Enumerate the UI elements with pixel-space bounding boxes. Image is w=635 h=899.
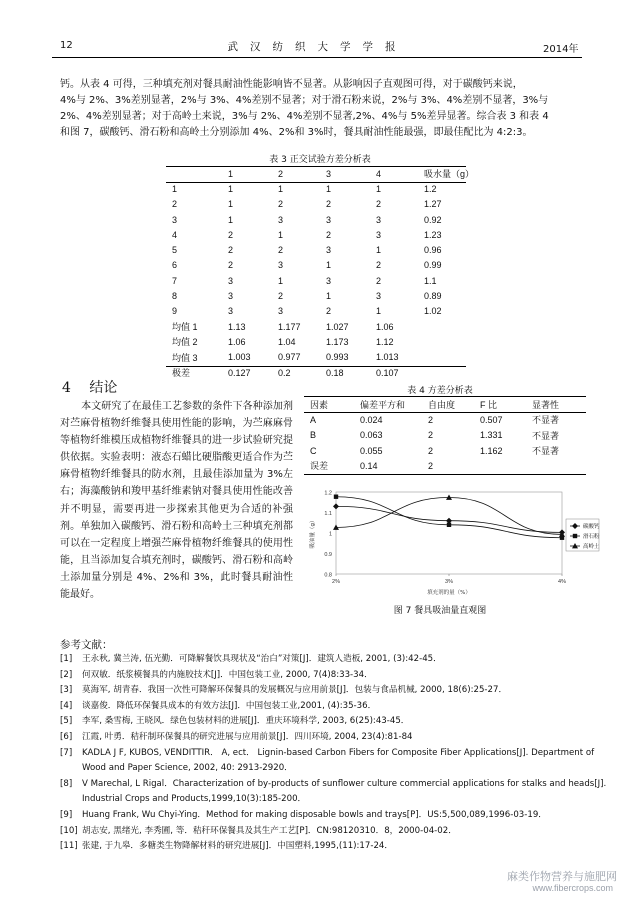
reference-number: [3]	[60, 685, 73, 696]
table-cell: 2	[228, 260, 234, 271]
reference-number: [8]	[60, 778, 73, 789]
table-row	[172, 212, 484, 227]
table3-header-cell: 2	[278, 168, 284, 179]
reference-number: [1]	[60, 654, 73, 664]
table-cell: 3	[326, 245, 332, 256]
table-cell: 2	[326, 229, 332, 240]
table-cell: 1.06	[228, 336, 246, 347]
reference-text: 莫海军, 胡青春．我国一次性可降解环保餐具的发展概况与应用前景[J]．包装与食品机械, 2000, 18(6):25-27．	[82, 685, 508, 696]
table-cell	[424, 334, 484, 349]
table4-header-cell: 自由度	[428, 400, 456, 411]
table4-bottom-rule	[304, 474, 586, 475]
table-cell: 3	[278, 214, 284, 225]
table-cell: 1	[228, 199, 234, 210]
reference-number: [6]	[60, 731, 73, 742]
table-cell: 1.12	[376, 336, 394, 347]
reference-number: [7]	[60, 747, 73, 758]
table-cell	[424, 365, 484, 380]
table-cell: 1.06	[376, 321, 394, 332]
figure7-caption: 图 7 餐具吸油量直观图	[393, 606, 487, 616]
table-cell: 1.013	[376, 352, 399, 363]
x-tick-label: 2%	[332, 579, 340, 585]
data-point	[334, 495, 338, 499]
watermark-text: 麻类作物营养与施肥网	[507, 870, 617, 883]
table-cell: 2	[326, 199, 332, 210]
table3-header-cell: 吸水量（g）	[424, 169, 475, 180]
x-axis-label: 填充剂的量（%）	[427, 590, 471, 596]
table-cell: 3	[376, 214, 382, 225]
table-cell: 3	[376, 291, 382, 302]
table-cell: 2	[278, 199, 284, 210]
table3-header-cell: 1	[228, 168, 234, 179]
reference-text: 张建, 于九皋．多糖类生物降解材料的研究进展[J]．中国塑料,1995,(11):17-24．	[82, 841, 393, 852]
reference-text: V Marechal, L Rigal．Characterization of by-products of sunflower culture commercial applications for stalks and heads[J].	[82, 778, 607, 789]
table-cell: 1	[326, 183, 332, 194]
table-cell: 1	[326, 260, 332, 271]
legend-label: 滑石粉	[583, 534, 600, 540]
table-cell: 5	[172, 245, 178, 256]
y-tick-label: 1	[328, 531, 332, 538]
table-cell: 0.024	[360, 414, 383, 425]
table-cell: 0.993	[326, 352, 349, 363]
table-cell: 1	[172, 183, 178, 194]
table-cell: 1.177	[278, 321, 301, 332]
y-tick-label: 0.8	[324, 572, 332, 579]
table-cell: 极差	[172, 368, 191, 378]
table-cell: 4	[172, 229, 178, 240]
table-cell: 3	[278, 306, 284, 317]
table-row	[172, 365, 484, 380]
table3	[172, 166, 484, 380]
reference-item	[60, 761, 590, 777]
reference-text: 胡志安, 黑绪光, 李秀圃, 等．秸秆环保餐具及其生产工艺[P]．CN:98120310．8，2000-04-02．	[82, 825, 457, 836]
table-row	[172, 304, 484, 319]
table-row	[172, 227, 484, 242]
table-row	[172, 197, 484, 212]
reference-item	[60, 652, 590, 668]
reference-item	[60, 746, 595, 762]
reference-text: 江霞, 叶勇．秸秆制环保餐具的研究进展与应用前景[J]．四川环境, 2004, 23(4):81-84	[82, 731, 413, 742]
table-cell: 1.27	[424, 199, 442, 210]
table-cell: 2	[428, 430, 434, 441]
reference-item	[60, 683, 590, 699]
journal-title: 武汉纺织大学学报	[227, 41, 408, 53]
table3-header-cell	[172, 166, 228, 181]
table4-header-rule	[304, 412, 586, 413]
data-point	[333, 503, 339, 509]
table3-header-rule	[166, 182, 466, 183]
table-cell: 1.331	[480, 430, 503, 441]
reference-number: [4]	[60, 700, 73, 711]
table-cell: 2	[228, 245, 234, 256]
table-cell: 1.1	[424, 275, 437, 286]
legend-label: 碳酸钙	[583, 524, 600, 530]
table4-caption: 表 4 方差分析表	[407, 386, 473, 396]
table-cell	[424, 350, 484, 365]
table-cell: 2	[228, 229, 234, 240]
table-cell: 1	[376, 245, 382, 256]
table-cell: 2	[428, 414, 434, 425]
table3-grid	[172, 166, 484, 380]
references-title: 参考文献：	[60, 639, 113, 651]
page-number: 12	[60, 40, 73, 51]
reference-number: [5]	[60, 716, 73, 727]
table-row	[310, 412, 584, 427]
table-cell: 1.162	[480, 445, 503, 456]
table-cell: 2	[428, 460, 434, 471]
reference-text: 王永秋, 冀兰涛, 伍光勤．可降解餐饮具现状及“治白”对策[J]．建筑人造板, 2001, (3):42-45．	[82, 654, 442, 664]
y-tick-label: 1.2	[324, 490, 332, 497]
table-cell: 2	[172, 199, 178, 210]
table-row	[310, 428, 584, 443]
table-row	[172, 319, 484, 334]
reference-text: 何双敏．纸浆模餐具的内施胶技术[J]．中国包装工业, 2000, 7(4)8:33-34．	[82, 669, 373, 680]
table-cell: 3	[172, 214, 178, 225]
section-title: 结论	[89, 380, 118, 396]
table-cell: 不显著	[532, 430, 560, 441]
table-cell: 1.027	[326, 321, 349, 332]
reference-number: [10]	[60, 825, 78, 836]
table3-caption: 表 3 正交试验方差分析表	[269, 155, 371, 165]
reference-text: KADLA J F, KUBOS, VENDITTIR． A, ect． Lignin-based Carbon Fibers for Composite Fiber Applications[J]. Department of	[82, 747, 595, 758]
table-cell: 3	[326, 214, 332, 225]
table-cell	[424, 319, 484, 334]
table-row	[310, 458, 584, 473]
data-point	[447, 523, 451, 527]
reference-item	[60, 777, 607, 793]
table-cell: 不显著	[532, 446, 560, 457]
y-tick-label: 0.9	[324, 552, 332, 558]
table-cell: 2	[428, 445, 434, 456]
intro-line: 2%、4%差别显著；对于高岭土来说，3%与 2%、4%差别不显著,2%、4%与 5%差异显著。综合表 3 和表 4	[60, 111, 549, 122]
table-row	[172, 350, 484, 365]
intro-paragraph	[60, 77, 580, 141]
y-axis-label: 吸油量（g）	[310, 517, 316, 549]
table-cell: 3	[326, 275, 332, 286]
table-cell: 1.003	[228, 352, 251, 363]
table-cell: B	[310, 430, 317, 441]
series-line-3	[336, 498, 562, 535]
table-cell: 1	[278, 275, 284, 286]
oil-absorption-chart	[300, 482, 600, 600]
legend-marker	[572, 523, 578, 529]
table-cell: 0.92	[424, 214, 442, 225]
table-cell: 0.107	[376, 367, 399, 378]
reference-text: 李军, 桑雪梅, 王晓风．绿色包装材料的进展[J]．重庆环境科学, 2003, 6(25):43-45．	[82, 716, 410, 727]
reference-item	[60, 839, 590, 855]
table-cell: 2	[376, 260, 382, 271]
table-row	[172, 288, 484, 303]
conclusion-text: 本文研究了在最佳工艺参数的条件下各种添加剂对苎麻骨植物纤维餐具使用性能的影响，为苎麻麻骨等植物纤维模压成植物纤维餐具的进一步试验研究提供依据。实验表明：液态石蜡比硬脂酸更适合作为苎麻骨植物纤维餐具的防水剂，且最佳添加量为 3%左右；海藻酸钠和羧甲基纤维素钠对餐具使用性能改善并不明显，需要再进一步探索其他更为合适的补强剂。单独加入碳酸钙、滑石粉和高岭土三种填充剂都可以在一定程度上增强苎麻骨植物纤维餐具的使用性能，且当添加复合填充剂时，碳酸钙、滑石粉和高岭土添加量分别是 4%、2%和 3%，此时餐具耐油性能最好。	[60, 401, 293, 601]
table-row	[172, 273, 484, 288]
reference-item	[60, 792, 590, 808]
table-cell: 0.507	[480, 414, 503, 425]
table4-header-cell: 显著性	[532, 400, 560, 411]
x-tick-label: 3%	[445, 579, 453, 585]
table4-header-cell: F 比	[480, 400, 497, 411]
table-cell: 0.063	[360, 430, 383, 441]
journal-year: 2014年	[543, 44, 579, 55]
reference-text: Wood and Paper Science, 2002, 40: 2913-2920．	[82, 763, 293, 774]
table4-grid	[310, 397, 584, 473]
table-cell: 1	[228, 183, 234, 194]
table3-bottom-rule	[166, 366, 466, 367]
intro-line: 4%与 2%、3%差别显著，2%与 3%、4%差别不显著；对于滑石粉来说，2%与 3%、4%差别不显著，3%与	[60, 95, 549, 106]
table-cell: 1	[278, 229, 284, 240]
table3-header-cell: 4	[376, 168, 382, 179]
table-cell: 8	[172, 291, 178, 302]
table-cell: 1.173	[326, 336, 349, 347]
reference-item	[60, 730, 590, 746]
table-cell: 1.02	[424, 306, 442, 317]
header-rule	[52, 57, 582, 58]
reference-text: Industrial Crops and Products,1999,10(3):185-200．	[82, 794, 307, 805]
table-cell: 2	[326, 306, 332, 317]
table-cell: 1	[228, 214, 234, 225]
table-cell: 2	[376, 275, 382, 286]
reference-item	[60, 808, 590, 824]
table-row	[172, 258, 484, 273]
table-row	[172, 181, 484, 196]
reference-item	[60, 699, 590, 715]
table-cell: 3	[376, 229, 382, 240]
table-cell: C	[310, 445, 317, 456]
table-cell: 6	[172, 260, 178, 271]
table-cell: 1.23	[424, 229, 442, 240]
table-cell: 不显著	[532, 415, 560, 426]
table-cell: 1.13	[228, 321, 246, 332]
table-cell: A	[310, 414, 317, 425]
table-cell: 0.977	[278, 352, 301, 363]
references-list	[60, 652, 607, 855]
section-heading	[62, 377, 117, 397]
table-cell: 0.2	[278, 367, 291, 378]
table-cell	[480, 458, 532, 473]
reference-item	[60, 714, 590, 730]
table-cell: 2	[376, 199, 382, 210]
section-number: 4	[62, 380, 71, 396]
table-cell: 均值 3	[172, 352, 198, 363]
legend-label: 高岭土	[583, 544, 600, 550]
table-cell: 1	[376, 306, 382, 317]
table-cell: 1.04	[278, 336, 296, 347]
table-cell: 0.18	[326, 367, 344, 378]
table3-header-cell: 3	[326, 168, 332, 179]
reference-number: [11]	[60, 841, 78, 852]
table-cell: 3	[278, 260, 284, 271]
legend-marker	[573, 534, 577, 538]
table-cell: 1	[278, 183, 284, 194]
table-cell: 3	[228, 291, 234, 302]
table-cell: 1	[376, 183, 382, 194]
table4-header-cell: 因素	[310, 400, 329, 411]
table-cell: 0.99	[424, 260, 442, 271]
conclusion-paragraph	[60, 398, 293, 603]
reference-item	[60, 668, 590, 684]
table-cell: 7	[172, 275, 178, 286]
table-cell: 3	[228, 306, 234, 317]
table-cell: 2	[278, 291, 284, 302]
table-row	[172, 242, 484, 257]
table-row	[172, 334, 484, 349]
table-row	[310, 443, 584, 458]
series-line-2	[336, 497, 562, 538]
table-cell: 均值 1	[172, 322, 198, 333]
reference-number: [9]	[60, 809, 73, 820]
reference-number: [2]	[60, 669, 73, 680]
x-tick-label: 4%	[558, 579, 566, 585]
table-cell: 0.96	[424, 245, 442, 256]
intro-line: 和图 7，碳酸钙、滑石粉和高岭土分别添加 4%、2%和 3%时，餐具耐油性能最强，即最佳配比为 4:2:3。	[60, 127, 533, 138]
table-cell: 0.127	[228, 367, 251, 378]
y-tick-label: 1.1	[324, 511, 332, 517]
watermark-url: www.fibercrops.com	[532, 883, 613, 893]
table4	[310, 397, 584, 473]
reference-text: Huang Frank, Wu Chyi-Ying．Method for making disposable bowls and trays[P]．US:5,500,089,1996-03-19．	[82, 809, 547, 820]
table-cell	[532, 458, 584, 473]
plot-area	[336, 492, 562, 574]
table-cell: 0.14	[360, 460, 378, 471]
intro-line: 钙。从表 4 可得，三种填充剂对餐具耐油性能影响皆不显著。从影响因子直观图可得，对于碳酸钙来说，	[60, 79, 523, 90]
table-cell: 9	[172, 306, 178, 317]
table-cell: 1.2	[424, 183, 437, 194]
table4-header-row	[310, 397, 584, 412]
table-cell: 均值 2	[172, 337, 198, 348]
table-cell: 误差	[310, 461, 329, 472]
table3-header-row	[172, 166, 484, 181]
table4-header-cell: 偏差平方和	[360, 400, 406, 411]
table-cell: 0.89	[424, 291, 442, 302]
reference-text: 谈嘉俊．降低环保餐具成本的有效方法[J]．中国包装工业,2001, (4):35-36．	[82, 700, 377, 711]
table-cell: 2	[278, 245, 284, 256]
table-cell: 1	[326, 291, 332, 302]
table-cell: 3	[228, 275, 234, 286]
table-cell: 0.055	[360, 445, 383, 456]
reference-item	[60, 824, 590, 840]
